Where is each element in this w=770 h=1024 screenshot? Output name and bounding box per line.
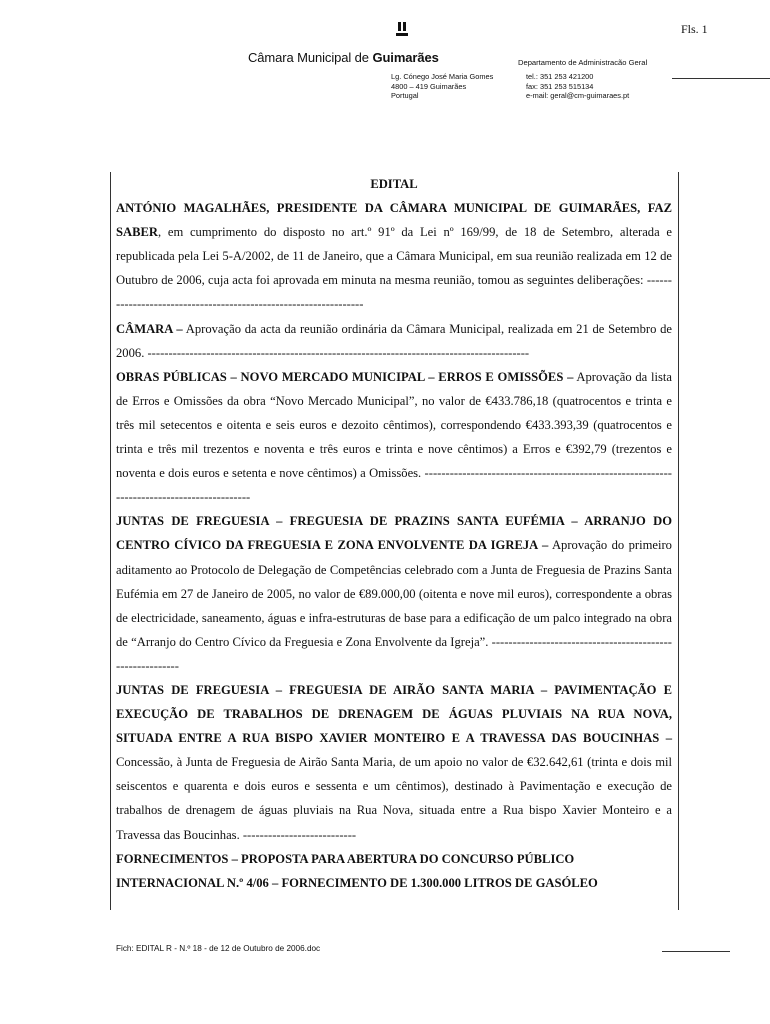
deliberation-heading: FORNECIMENTOS – PROPOSTA PARA ABERTURA DO CONCURSO PÚBLICO INTERNACIONAL N.º 4/06 – FORNECIMENTO DE 1.300.000 LITROS DE GASÓLEO xyxy=(116,851,598,890)
deliberation-heading: JUNTAS DE FREGUESIA – FREGUESIA DE PRAZINS SANTA EUFÉMIA – ARRANJO DO CENTRO CÍVICO DA FREGUESIA E ZONA ENVOLVENTE DA IGREJA – xyxy=(116,514,672,553)
department-name: Departamento de Administracão Geral xyxy=(518,58,648,67)
footer-filename: Fich: EDITAL R - N.º 18 - de 12 de Outubro de 2006.doc xyxy=(116,944,321,953)
postal-address xyxy=(391,72,493,101)
deliberation-text: Concessão, à Junta de Freguesia de Airão Santa Maria, de um apoio no valor de €32.642,61 (trinta e dois mil seiscentos e quarenta e dois euros e sessenta e um cêntimos), destinado à Pavimentação e execução de trabalhos de drenagem de águas pluviais na Rua Nova, situada entre a Rua bispo Xavier Monteiro e a Travessa das Boucinhas. --------------------------- xyxy=(116,755,672,842)
phone-line: tel.: 351 253 421200 xyxy=(526,72,594,81)
email-line: e-mail: geral@cm-guimaraes.pt xyxy=(526,91,630,100)
header-rule xyxy=(672,78,770,79)
intro-paragraph xyxy=(116,196,672,316)
deliberation-camara xyxy=(116,317,672,365)
deliberation-prazins xyxy=(116,509,672,678)
deliberation-text: Aprovação da acta da reunião ordinária da Câmara Municipal, realizada em 21 de Setembro de 2006. ------------------------------------------------------------------------------------------- xyxy=(116,321,672,360)
logo-prefix: Câmara Municipal de xyxy=(248,50,373,65)
intro-heading: ANTÓNIO MAGALHÃES, PRESIDENTE DA CÂMARA MUNICIPAL DE GUIMARÃES, FAZ SABER xyxy=(116,201,672,240)
document-title: EDITAL xyxy=(370,177,418,191)
address-line: Lg. Cónego José Maria Gomes xyxy=(391,72,494,81)
deliberation-text: Aprovação do primeiro aditamento ao Protocolo de Delegação de Competências celebrado com a Junta de Freguesia de Prazins Santa Eufémia em 27 de Janeiro de 2005, no valor de €89.000,00 (oitenta e nove mil euros), correspondente a obras de electricidade, saneamento, águas e infra-estruturas de base para a edificação de um palco integrado na obra de “Arranjo do Centro Cívico da Freguesia e Zona Envolvente da Igreja”. ---------------------------------------------------------- xyxy=(116,538,672,673)
logo-city: Guimarães xyxy=(372,50,439,65)
deliberation-text: Aprovação da lista de Erros e Omissões da obra “Novo Mercado Municipal”, no valor de €433.786,18 (quatrocentos e trinta e três mil setecentos e oitenta e seis euros e dezoito cêntimos), correspondendo €433.393,39 (quatrocentos e trinta e três mil trezentos e noventa e três euros e trinta e nove cêntimos) a Erros e €392,79 (trezentos e noventa e dois euros e setenta e nove cêntimos) a Omissões. ------------------------------------------------------------------------------------------- xyxy=(116,369,672,505)
address-line: Portugal xyxy=(391,91,419,100)
intro-text: , em cumprimento do disposto no art.º 91º da Lei nº 169/99, de 18 de Setembro, alterada e republicada pela Lei 5-A/2002, de 11 de Janeiro, que a Câmara Municipal, em sua reunião realizada em 12 de Outubro de 2006, cuja acta foi aprovada em minuta na mesma reunião, tomou as seguintes deliberações: ----------------------------------------------------------------- xyxy=(116,225,672,312)
municipal-logo-mark xyxy=(396,22,408,44)
page-number-label: Fls. 1 xyxy=(681,22,708,36)
deliberation-obras-publicas xyxy=(116,365,672,510)
deliberation-heading: OBRAS PÚBLICAS – NOVO MERCADO MUNICIPAL – ERROS E OMISSÕES – xyxy=(116,369,574,384)
deliberation-airao xyxy=(116,678,672,847)
municipality-logo xyxy=(248,50,439,65)
deliberation-fornecimentos xyxy=(116,847,672,895)
fax-line: fax: 351 253 515134 xyxy=(526,81,594,91)
footer-rule xyxy=(662,951,730,952)
edital-body xyxy=(116,172,672,895)
deliberation-heading: JUNTAS DE FREGUESIA – FREGUESIA DE AIRÃO SANTA MARIA – PAVIMENTAÇÃO E EXECUÇÃO DE TRABALHOS DE DRENAGEM DE ÁGUAS PLUVIAIS NA RUA NOVA, SITUADA ENTRE A RUA BISPO XAVIER MONTEIRO E A TRAVESSA DAS BOUCINHAS – xyxy=(116,682,672,746)
deliberation-heading: CÂMARA – xyxy=(116,321,183,336)
address-line: 4800 – 419 Guimarães xyxy=(391,81,467,91)
contact-info xyxy=(526,72,629,101)
